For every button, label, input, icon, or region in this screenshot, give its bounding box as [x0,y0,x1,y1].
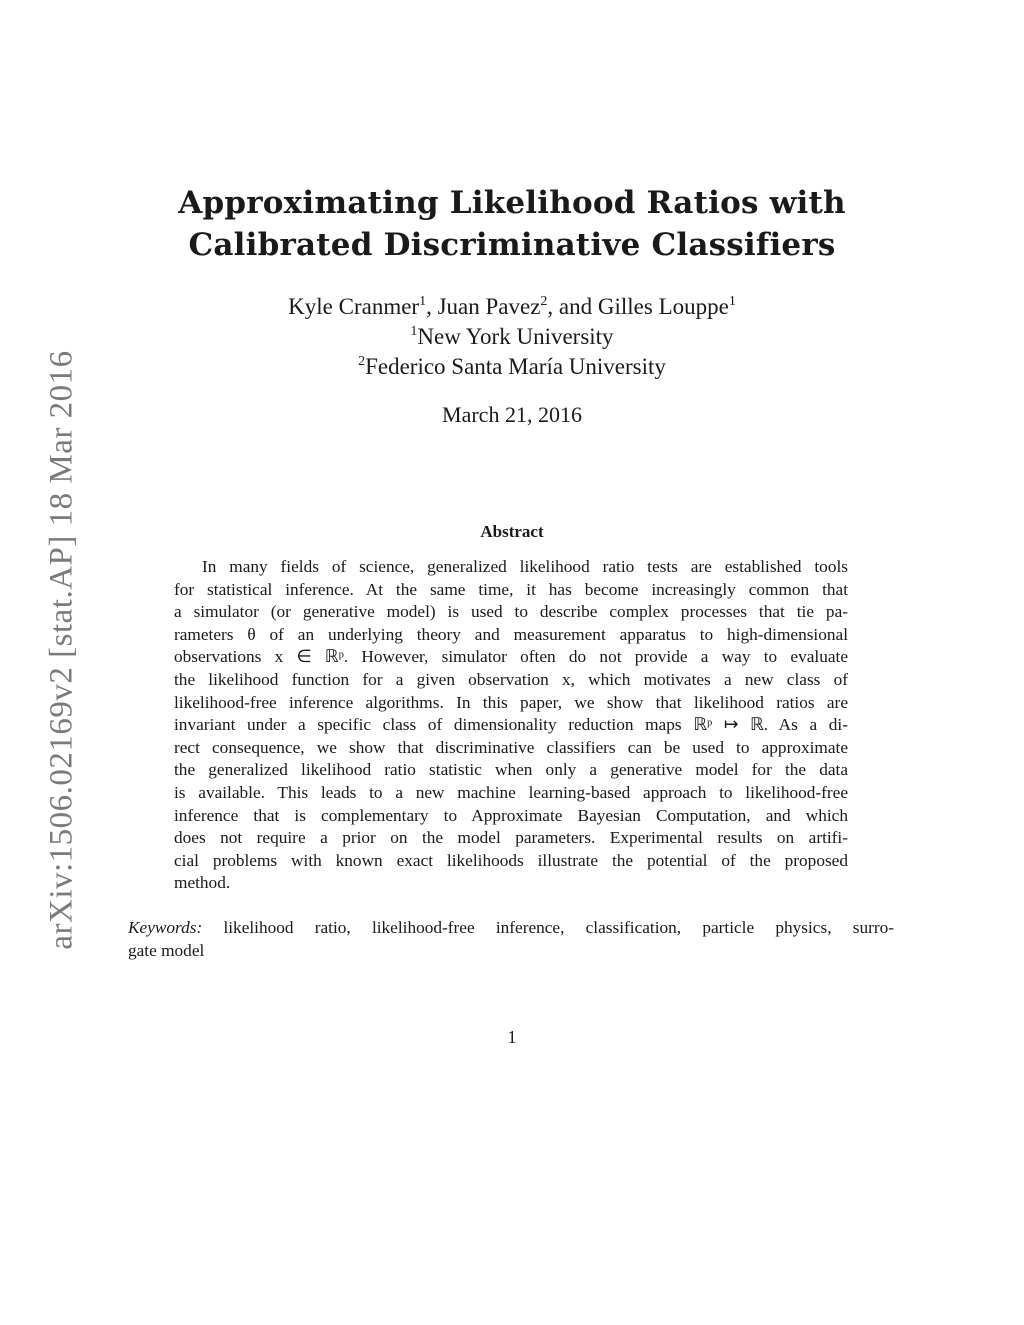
affiliation-marker: 2 [540,294,548,309]
abstract-line: method. [174,873,231,893]
abstract-line: is available. This leads to a new machine learning-based approach to likelihood-free [174,782,848,802]
affiliation-marker: 1 [728,294,736,309]
arxiv-identifier-stamp: arXiv:1506.02169v2 [stat.AP] 18 Mar 2016 [43,350,80,950]
abstract-body [174,556,848,895]
author-list [0,292,1024,322]
title-line-1: Approximating Likelihood Ratios with [178,185,846,221]
author-block [0,292,1024,382]
abstract-line: a simulator (or generative model) is used to describe complex processes that tie pa- [174,602,848,622]
author-separator: , and [547,294,598,319]
abstract-line: rameters θ of an underlying theory and measurement apparatus to high-dimensional [174,624,848,644]
author-separator: , [426,294,438,319]
affiliation-marker: 2 [358,354,366,369]
keywords-block [128,917,894,962]
abstract-line: inference that is complementary to Approximate Bayesian Computation, and which [174,805,848,825]
abstract-line: invariant under a specific class of dimensionality reduction maps ℝᵖ ↦ ℝ. As a di- [174,715,848,735]
abstract-line: In many fields of science, generalized likelihood ratio tests are established tools [202,557,848,576]
affiliation-line [0,322,1024,352]
page-number: 1 [507,1027,517,1047]
title-line-2: Calibrated Discriminative Classifiers [188,227,836,263]
author-name: Kyle Cranmer [288,294,420,319]
abstract-line: observations x ∈ ℝᵖ. However, simulator often do not provide a way to evaluate [174,647,848,667]
publication-date: March 21, 2016 [442,402,582,427]
affiliation-line [0,352,1024,382]
abstract-line: likelihood-free inference algorithms. In this paper, we show that likelihood ratios are [174,692,848,712]
affiliation-marker: 1 [419,294,427,309]
keywords-label: Keywords: [128,918,203,937]
keywords-text: likelihood ratio, likelihood-free inference, classification, particle physics, surro- [202,918,894,937]
affiliation-marker: 1 [410,324,418,339]
author-name: Juan Pavez [437,294,541,319]
abstract-line: for statistical inference. At the same time, it has become increasingly common that [174,579,848,599]
abstract-line: the likelihood function for a given observation x, which motivates a new class of [174,669,848,689]
keywords-line: gate model [128,940,205,960]
affiliation-name: Federico Santa María University [365,354,666,379]
abstract-line: cial problems with known exact likelihoods illustrate the potential of the proposed [174,850,848,870]
paper-title [0,182,1024,266]
abstract-heading: Abstract [480,522,544,541]
affiliation-name: New York University [417,324,614,349]
abstract-line: does not require a prior on the model parameters. Experimental results on artifi- [174,828,848,848]
author-name: Gilles Louppe [597,294,729,319]
abstract-line: the generalized likelihood ratio statistic when only a generative model for the data [174,760,848,780]
abstract-line: rect consequence, we show that discriminative classifiers can be used to approximate [174,737,848,757]
keywords-line [128,917,894,940]
